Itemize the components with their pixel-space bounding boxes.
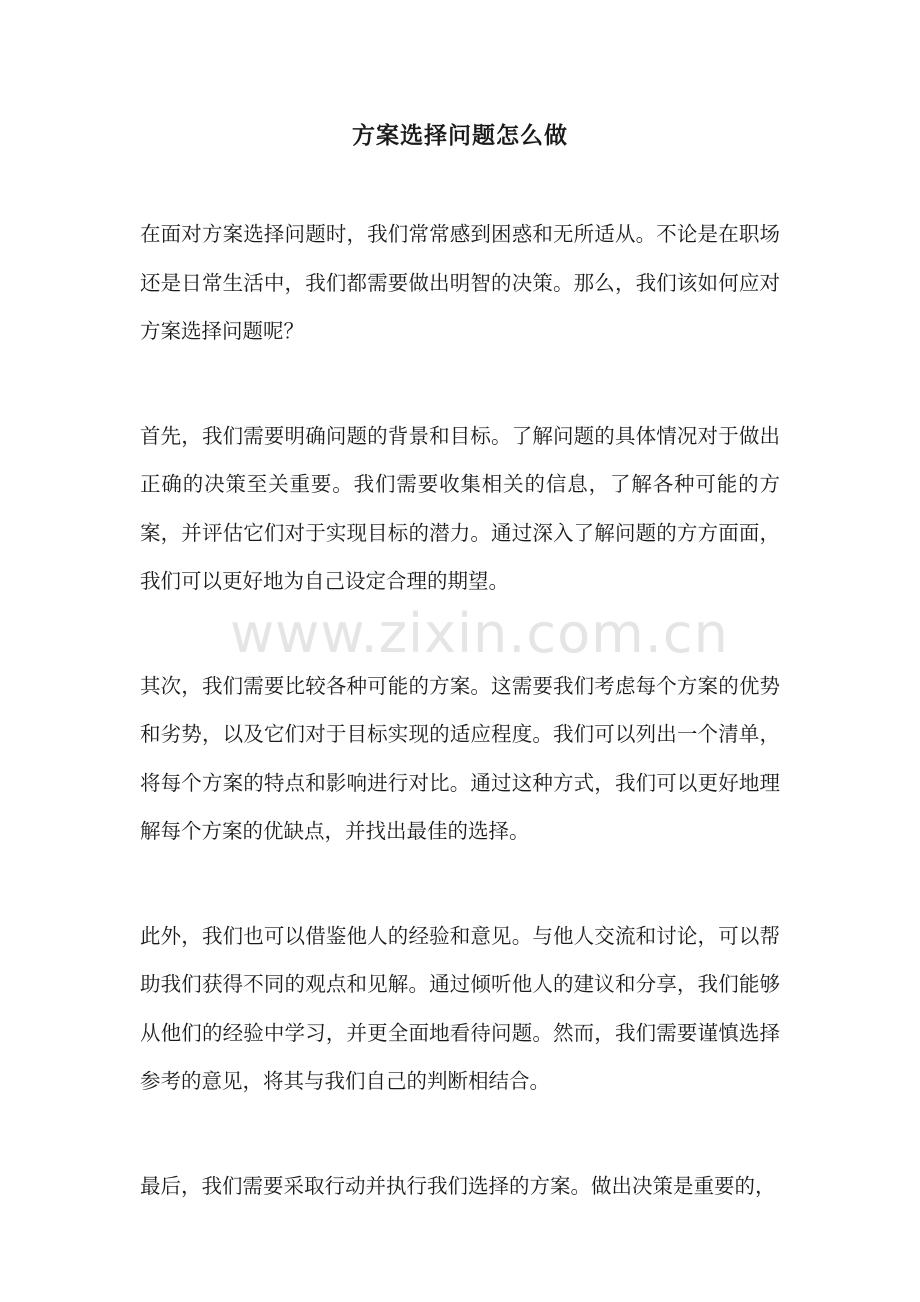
document-title: 方案选择问题怎么做 <box>352 122 568 149</box>
paragraph-4: 此外，我们也可以借鉴他人的经验和意见。与他人交流和讨论，可以帮助我们获得不同的观点和见解。通过倾听他人的建议和分享，我们能够从他们的经验中学习，并更全面地看待问题。然而，我们需要谨慎选择参考的意见，将其与我们自己的判断相结合。 <box>140 923 780 1093</box>
watermark: www.zixin.com.cn <box>230 602 729 665</box>
paragraph-5: 最后，我们需要采取行动并执行我们选择的方案。做出决策是重要的， <box>140 1173 776 1198</box>
paragraph-2: 首先，我们需要明确问题的背景和目标。了解问题的具体情况对于做出正确的决策至关重要。我们需要收集相关的信息，了解各种可能的方案，并评估它们对于实现目标的潜力。通过深入了解问题的方方面面，我们可以更好地为自己设定合理的期望。 <box>140 423 780 593</box>
document-body <box>140 210 780 1266</box>
paragraph-1: 在面对方案选择问题时，我们常常感到困惑和无所适从。不论是在职场还是日常生活中，我们都需要做出明智的决策。那么，我们该如何应对方案选择问题呢？ <box>140 222 780 343</box>
paragraph-3: 其次，我们需要比较各种可能的方案。这需要我们考虑每个方案的优势和劣势，以及它们对于目标实现的适应程度。我们可以列出一个清单，将每个方案的特点和影响进行对比。通过这种方式，我们可以更好地理解每个方案的优缺点，并找出最佳的选择。 <box>140 673 780 843</box>
